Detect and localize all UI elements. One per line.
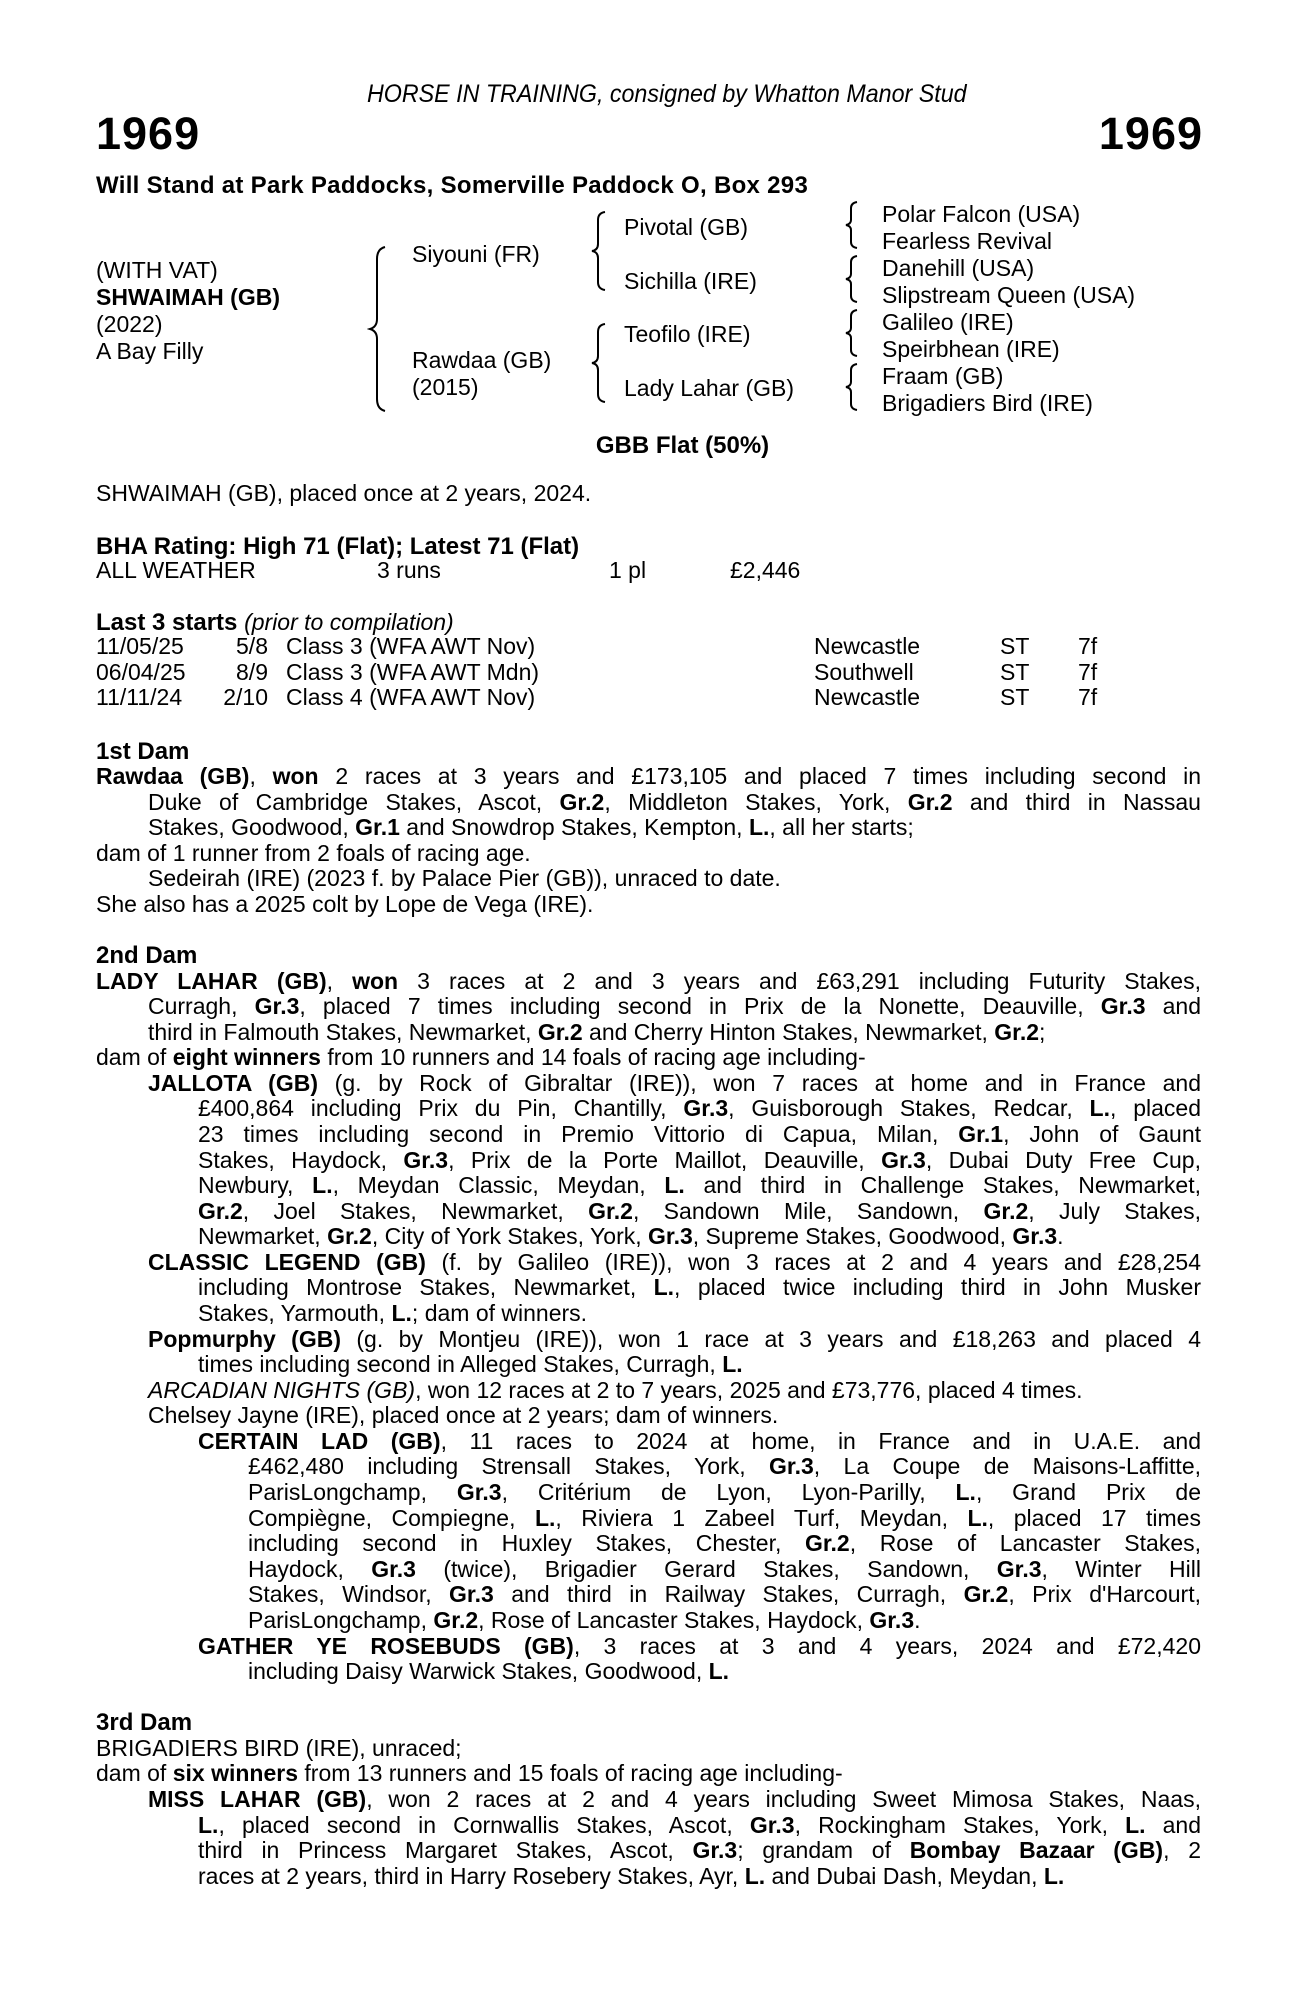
text-segment: Newbury, [198,1172,313,1198]
produce-entry-text [96,1096,1201,1122]
bold-text: Gr.3 [1012,1223,1058,1249]
produce-entry-text [96,1199,1201,1225]
text-segment: including second in Huxley Stakes, Chester, [248,1530,805,1556]
bold-text: six winners [172,1760,298,1786]
produce-entry-text [96,1608,1201,1634]
gen3-5: Galileo (IRE) [882,309,1014,335]
text-segment: and third in Challenge Stakes, Newmarket, [684,1172,1201,1198]
first-dam-line [96,841,1201,867]
bold-text: L. [198,1812,219,1838]
first-dam-line-text [96,764,1201,790]
start-course: Newcastle [814,633,921,659]
text-segment: Compiègne, Compiegne, [248,1505,535,1531]
gen3-brace-3 [845,308,859,358]
bold-text: Gr.2 [327,1223,372,1249]
bold-text: LADY LAHAR (GB) [96,968,327,994]
start-distance: 7f [1078,633,1098,659]
lot-number-right: 1969 [1098,108,1203,159]
second-dam-line [96,994,1201,1020]
gen3-brace-1 [845,200,859,250]
start-date: 11/05/25 [96,633,184,659]
produce-entry [96,1429,1201,1455]
text-segment: Stakes, Haydock, [198,1147,404,1173]
produce-entry [96,1352,1201,1378]
text-segment: , Meydan Classic, Meydan, [332,1172,665,1198]
text-segment: , Riviera 1 Zabeel Turf, Meydan, [555,1505,968,1531]
produce-entry-text [96,1480,1201,1506]
gen3-3: Danehill (USA) [882,255,1035,281]
dam-sire: Teofilo (IRE) [624,321,751,347]
text-segment: including Daisy Warwick Stakes, Goodwood, [248,1658,709,1684]
text-segment: Duke of Cambridge Stakes, Ascot, [148,789,560,815]
start-course: Southwell [814,658,914,685]
produce-entry-text [96,1429,1201,1455]
start-course: Newcastle [814,684,921,711]
produce-entry-text [96,1634,1201,1660]
text-segment: Haydock, [248,1556,372,1582]
produce-entry [96,1864,1201,1890]
text-segment: Stakes, Windsor, [248,1581,450,1607]
produce-entry-text [96,1454,1201,1480]
text-segment: , Joel Stakes, Newmarket, [242,1198,589,1224]
produce-entry [96,1122,1201,1148]
bha-rating: BHA Rating: High 71 (Flat); Latest 71 (Flat) [96,533,580,560]
third-dam-title [96,1710,1201,1736]
first-dam-line-text: She also has a 2025 colt by Lope de Vega (IRE). [96,891,594,917]
produce-entry-text: Sedeirah (IRE) (2023 f. by Palace Pier (GB)), unraced to date. [148,865,781,891]
bold-text: Gr.3 [996,1556,1042,1582]
start-row [96,634,1196,660]
text-segment: , Rockingham Stakes, York, [794,1812,1126,1838]
second-dam-title [96,943,1201,969]
third-dam-line-text: BRIGADIERS BIRD (IRE), unraced; [96,1735,462,1761]
gen3-2: Fearless Revival [882,228,1052,254]
text-segment: and third in Railway Stakes, Curragh, [493,1581,964,1607]
rating-earnings: £2,446 [730,557,801,583]
third-dam-line [96,1761,1201,1787]
produce-entry-text [96,1659,1201,1685]
bold-text: Gr.2 [983,1198,1029,1224]
dam-dam: Lady Lahar (GB) [624,375,795,401]
text-segment: 3 races at 2 and 3 years and £63,291 including Futurity Stakes, [398,968,1201,994]
produce-entry-text [96,1557,1201,1583]
bold-text: Gr.3 [456,1479,502,1505]
gbb-label: GBB Flat (50%) [595,432,770,459]
produce-entry-text [96,1813,1201,1839]
rating-surface: ALL WEATHER [96,557,256,583]
produce-entry-text [96,1787,1201,1813]
produce-entry [96,1199,1201,1225]
start-race: Class 4 (WFA AWT Nov) [286,684,536,711]
bold-text: Gr.2 [559,789,605,815]
bold-text: Gr.1 [958,1121,1004,1147]
text-segment: and [1145,1812,1201,1838]
text-segment: and [1145,993,1202,1019]
bold-text: Gr.3 [449,1581,494,1607]
produce-entry-text [96,1378,1201,1404]
bold-text: CLASSIC LEGEND (GB) [148,1249,426,1275]
text-segment: , Dubai Duty Free Cup, [925,1147,1201,1173]
bold-text: won [272,763,319,789]
bold-text: MISS LAHAR (GB) [148,1786,367,1812]
bold-text: Gr.3 [403,1147,449,1173]
text-segment: ; [1039,1019,1046,1045]
produce-entry [96,1454,1201,1480]
text-segment: races at 2 years, third in Harry Rosebery Stakes, Ayr, [198,1863,745,1889]
bold-text: Gr.3 [254,993,300,1019]
text-segment: from 10 runners and 14 foals of racing age including- [320,1044,866,1070]
bold-text: Gr.3 [1100,993,1146,1019]
third-dam-line-text [96,1761,1201,1787]
text-segment: times including second in Alleged Stakes, Curragh, [198,1351,723,1377]
gen3-4: Slipstream Queen (USA) [882,282,1136,308]
start-race: Class 3 (WFA AWT Nov) [286,633,536,659]
text-segment: , 2 [1163,1837,1201,1863]
text-segment: Stakes, Yarmouth, [198,1300,392,1326]
produce-entry [96,1608,1201,1634]
bold-text: L. [1089,1095,1110,1121]
text-segment: , won 12 races at 2 to 7 years, 2025 and £73,776, placed 4 times. [415,1377,1083,1403]
text-segment: , John of Gaunt [1003,1121,1201,1147]
text-segment: from 13 runners and 15 foals of racing age including- [298,1760,843,1786]
second-dam-line-text [96,994,1201,1020]
text-segment: , Rose of Lancaster Stakes, [849,1530,1202,1556]
sire-dam: Sichilla (IRE) [624,268,757,294]
bold-text: Gr.2 [994,1019,1040,1045]
text-segment: third in Princess Margaret Stakes, Ascot, [198,1837,693,1863]
start-position: 5/8 [236,633,268,659]
sire-line-brace [590,210,608,292]
bold-text: L. [664,1172,685,1198]
vat-label: (WITH VAT) [96,257,218,283]
produce-entry [96,866,1201,892]
text-segment: , placed [1110,1095,1201,1121]
text-segment: dam of [96,1044,173,1070]
text-segment: , Prix de la Porte Maillot, Deauville, [448,1147,882,1173]
produce-entry [96,1327,1201,1353]
bold-text: eight winners [172,1044,321,1070]
race-summary: SHWAIMAH (GB), placed once at 2 years, 2024. [96,480,592,506]
dam-line-brace [590,322,608,404]
produce-entry-text [96,1838,1201,1864]
start-date: 06/04/25 [96,658,186,685]
first-dam-line [96,790,1201,816]
produce-entry [96,1403,1201,1429]
text-segment: , City of York Stakes, York, [371,1223,649,1249]
gen3-6: Speirbhean (IRE) [882,336,1060,362]
text-segment: including Montrose Stakes, Newmarket, [198,1274,654,1300]
gen3-7: Fraam (GB) [882,363,1004,389]
text-segment: and third in Nassau [952,789,1201,815]
text-segment: , Rose of Lancaster Stakes, Haydock, [478,1607,870,1633]
text-segment: and Dubai Dash, Meydan, [765,1863,1044,1889]
text-segment: ; dam of winners. [411,1300,588,1326]
text-segment: , placed second in Cornwallis Stakes, Ascot, [218,1812,750,1838]
second-dam-line-text [96,969,1201,995]
text-segment: , placed 7 times including second in Prix de la Nonette, Deauville, [299,993,1101,1019]
produce-entry-text [96,1173,1201,1199]
start-distance: 7f [1078,658,1098,685]
bold-text: GATHER YE ROSEBUDS (GB) [198,1633,574,1659]
sire-dam-brace [367,245,389,413]
text-segment: . [1057,1223,1064,1249]
text-segment: 23 times including second in Premio Vittorio di Capua, Milan, [198,1121,959,1147]
bold-text: Gr.1 [355,814,400,840]
text-segment: Newmarket, [198,1223,328,1249]
text-segment: , Critérium de Lyon, Lyon-Parilly, [501,1479,956,1505]
start-position: 2/10 [223,684,268,711]
text-segment: (f. by Galileo (IRE)), won 3 races at 2 and 4 years and £28,254 [425,1249,1201,1275]
produce-entry-text [96,1148,1201,1174]
text-segment: and Snowdrop Stakes, Kempton, [399,814,749,840]
text-segment: , won 2 races at 2 and 4 years including Sweet Mimosa Stakes, Naas, [366,1786,1201,1812]
text-segment: ParisLongchamp, [248,1607,434,1633]
produce-entry [96,1813,1201,1839]
bold-text: Gr.2 [907,789,953,815]
text-segment: third in Falmouth Stakes, Newmarket, [148,1019,538,1045]
gen3-brace-2 [845,254,859,304]
produce-entry [96,1250,1201,1276]
sire-sire: Pivotal (GB) [624,214,748,240]
text-segment: , [249,763,273,789]
produce-entry [96,1301,1201,1327]
text-segment: , 11 races to 2024 at home, in France and in U.A.E. and [440,1428,1201,1454]
last-starts-subtitle: (prior to compilation) [244,609,454,635]
rating-runs: 3 runs [377,557,441,583]
gen3-8: Brigadiers Bird (IRE) [882,390,1093,416]
text-segment: ; grandam of [737,1837,910,1863]
text-segment: £400,864 including Prix du Pin, Chantilly, [198,1095,684,1121]
start-going: ST [1000,684,1030,711]
last-starts-title: Last 3 starts [96,609,238,636]
start-going: ST [1000,658,1030,685]
text-segment: , Sandown Mile, Sandown, [632,1198,984,1224]
produce-entry-text [96,1531,1201,1557]
bold-text: L. [744,1863,766,1889]
text-segment: dam of [96,1760,173,1786]
start-going: ST [1000,633,1030,659]
produce-entry [96,1224,1201,1250]
bold-text: Gr.2 [433,1607,479,1633]
bold-text: L. [967,1505,988,1531]
text-segment: , Winter Hill [1041,1556,1201,1582]
produce-entry-text [96,1327,1201,1353]
produce-entry-text [96,1071,1201,1097]
produce-entry [96,1071,1201,1097]
bold-text: Gr.2 [804,1530,850,1556]
start-distance: 7f [1078,684,1098,711]
horse-description: A Bay Filly [96,338,204,364]
produce-entry-text [96,1301,1201,1327]
bold-text: Gr.3 [371,1556,416,1582]
bold-text: L. [722,1351,743,1377]
second-dam-line-text [96,1045,1201,1071]
horse-year: (2022) [96,311,163,337]
lot-number-left: 1969 [96,108,201,159]
second-dam-title-text: 2nd Dam [96,942,198,969]
produce-entry [96,1506,1201,1532]
gen3-brace-4 [845,362,859,412]
first-dam-line [96,764,1201,790]
produce-entry [96,1480,1201,1506]
bold-text: Gr.3 [769,1453,814,1479]
dam-year: (2015) [412,374,479,400]
bold-text: CERTAIN LAD (GB) [198,1428,441,1454]
text-segment: ParisLongchamp, [248,1479,457,1505]
bold-text: JALLOTA (GB) [148,1070,318,1096]
text-segment: , 3 races at 3 and 4 years, 2024 and £72,420 [573,1633,1201,1659]
produce-entry-text [96,1275,1201,1301]
consignment-header: HORSE IN TRAINING, consigned by Whatton Manor Stud [367,80,967,108]
sire: Siyouni (FR) [412,241,540,267]
second-dam-line [96,1045,1201,1071]
text-segment: £462,480 including Strensall Stakes, York, [248,1453,770,1479]
produce-entry [96,1378,1201,1404]
produce-entry [96,1582,1201,1608]
bold-text: L. [653,1274,675,1300]
produce-entry [96,1634,1201,1660]
produce-entry-text [96,1352,1201,1378]
italic-text: ARCADIAN NIGHTS (GB) [148,1377,416,1403]
third-dam-line [96,1736,1201,1762]
bold-text: Gr.2 [537,1019,583,1045]
text-segment: and Cherry Hinton Stakes, Newmarket, [582,1019,995,1045]
text-segment: , [326,968,353,994]
text-segment: , Middleton Stakes, York, [604,789,908,815]
produce-entry [96,1148,1201,1174]
bold-text: L. [708,1658,730,1684]
bold-text: L. [1125,1812,1146,1838]
text-segment: , Guisborough Stakes, Redcar, [728,1095,1090,1121]
produce-entry [96,1531,1201,1557]
produce-entry [96,1096,1201,1122]
text-segment: , Supreme Stakes, Goodwood, [692,1223,1013,1249]
start-position: 8/9 [236,658,268,685]
text-segment: Stakes, Goodwood, [148,814,356,840]
second-dam-line-text [96,1020,1201,1046]
bold-text: L. [312,1172,333,1198]
text-segment: Curragh, [148,993,255,1019]
first-dam-title [96,739,1201,765]
first-dam-title-text: 1st Dam [96,738,190,765]
bold-text: Gr.3 [749,1812,795,1838]
bold-text: Popmurphy (GB) [148,1326,341,1352]
gen3-1: Polar Falcon (USA) [882,201,1081,227]
dam: Rawdaa (GB) [412,347,552,373]
text-segment: , placed twice including third in John Musker [674,1274,1201,1300]
bold-text: Gr.2 [198,1198,243,1224]
third-dam-title-text: 3rd Dam [96,1709,193,1736]
rating-placed: 1 pl [609,557,647,583]
bold-text: Gr.2 [588,1198,633,1224]
text-segment: , placed 17 times [987,1505,1201,1531]
produce-entry-text [96,1250,1201,1276]
text-segment: , July Stakes, [1028,1198,1202,1224]
produce-entry-text [96,1582,1201,1608]
bold-text: Gr.3 [881,1147,926,1173]
text-segment: 2 races at 3 years and £173,105 and placed 7 times including second in [318,763,1202,789]
produce-entry [96,1659,1201,1685]
first-dam-line [96,892,1201,918]
produce-entry [96,1275,1201,1301]
bold-text: Gr.2 [963,1581,1009,1607]
bold-text: Gr.3 [692,1837,738,1863]
horse-name: SHWAIMAH (GB) [96,284,280,310]
bold-text: Gr.3 [869,1607,915,1633]
bold-text: L. [748,814,770,840]
bold-text: Gr.3 [683,1095,729,1121]
produce-entry [96,1173,1201,1199]
stand-location: Will Stand at Park Paddocks, Somerville Paddock O, Box 293 [96,172,809,199]
text-segment: (twice), Brigadier Gerard Stakes, Sandown, [415,1556,997,1582]
text-segment: . [914,1607,921,1633]
text-segment: (g. by Rock of Gibraltar (IRE)), won 7 races at home and in France and [318,1070,1201,1096]
first-dam-line [96,815,1201,841]
start-race: Class 3 (WFA AWT Mdn) [286,658,540,685]
produce-entry-text [96,1122,1201,1148]
text-segment: , Prix d'Harcourt, [1008,1581,1201,1607]
text-segment: , La Coupe de Maisons-Laffitte, [813,1453,1201,1479]
bold-text: L. [534,1505,556,1531]
text-segment: , all her starts; [769,814,914,840]
second-dam-line [96,1020,1201,1046]
bold-text: Bombay Bazaar (GB) [909,1837,1164,1863]
start-date: 11/11/24 [96,684,183,711]
bold-text: won [352,968,399,994]
bold-text: Gr.3 [648,1223,693,1249]
second-dam-line [96,969,1201,995]
bold-text: L. [391,1300,412,1326]
produce-entry-text [96,1506,1201,1532]
bold-text: L. [1043,1863,1065,1889]
produce-entry-text [96,1224,1201,1250]
text-segment: , Grand Prix de [975,1479,1201,1505]
start-row [96,660,1196,686]
produce-entry-text [96,1864,1201,1890]
first-dam-line-text: dam of 1 runner from 2 foals of racing age. [96,840,531,866]
produce-entry [96,1838,1201,1864]
first-dam-line-text [96,815,1201,841]
start-row [96,685,1196,711]
produce-entry [96,1787,1201,1813]
rating-row [96,558,1196,584]
bold-text: Rawdaa (GB) [96,763,250,789]
produce-entry-text: Chelsey Jayne (IRE), placed once at 2 years; dam of winners. [148,1402,779,1428]
bold-text: L. [955,1479,976,1505]
produce-entry [96,1557,1201,1583]
first-dam-line-text [96,790,1201,816]
text-segment: (g. by Montjeu (IRE)), won 1 race at 3 years and £18,263 and placed 4 [341,1326,1201,1352]
